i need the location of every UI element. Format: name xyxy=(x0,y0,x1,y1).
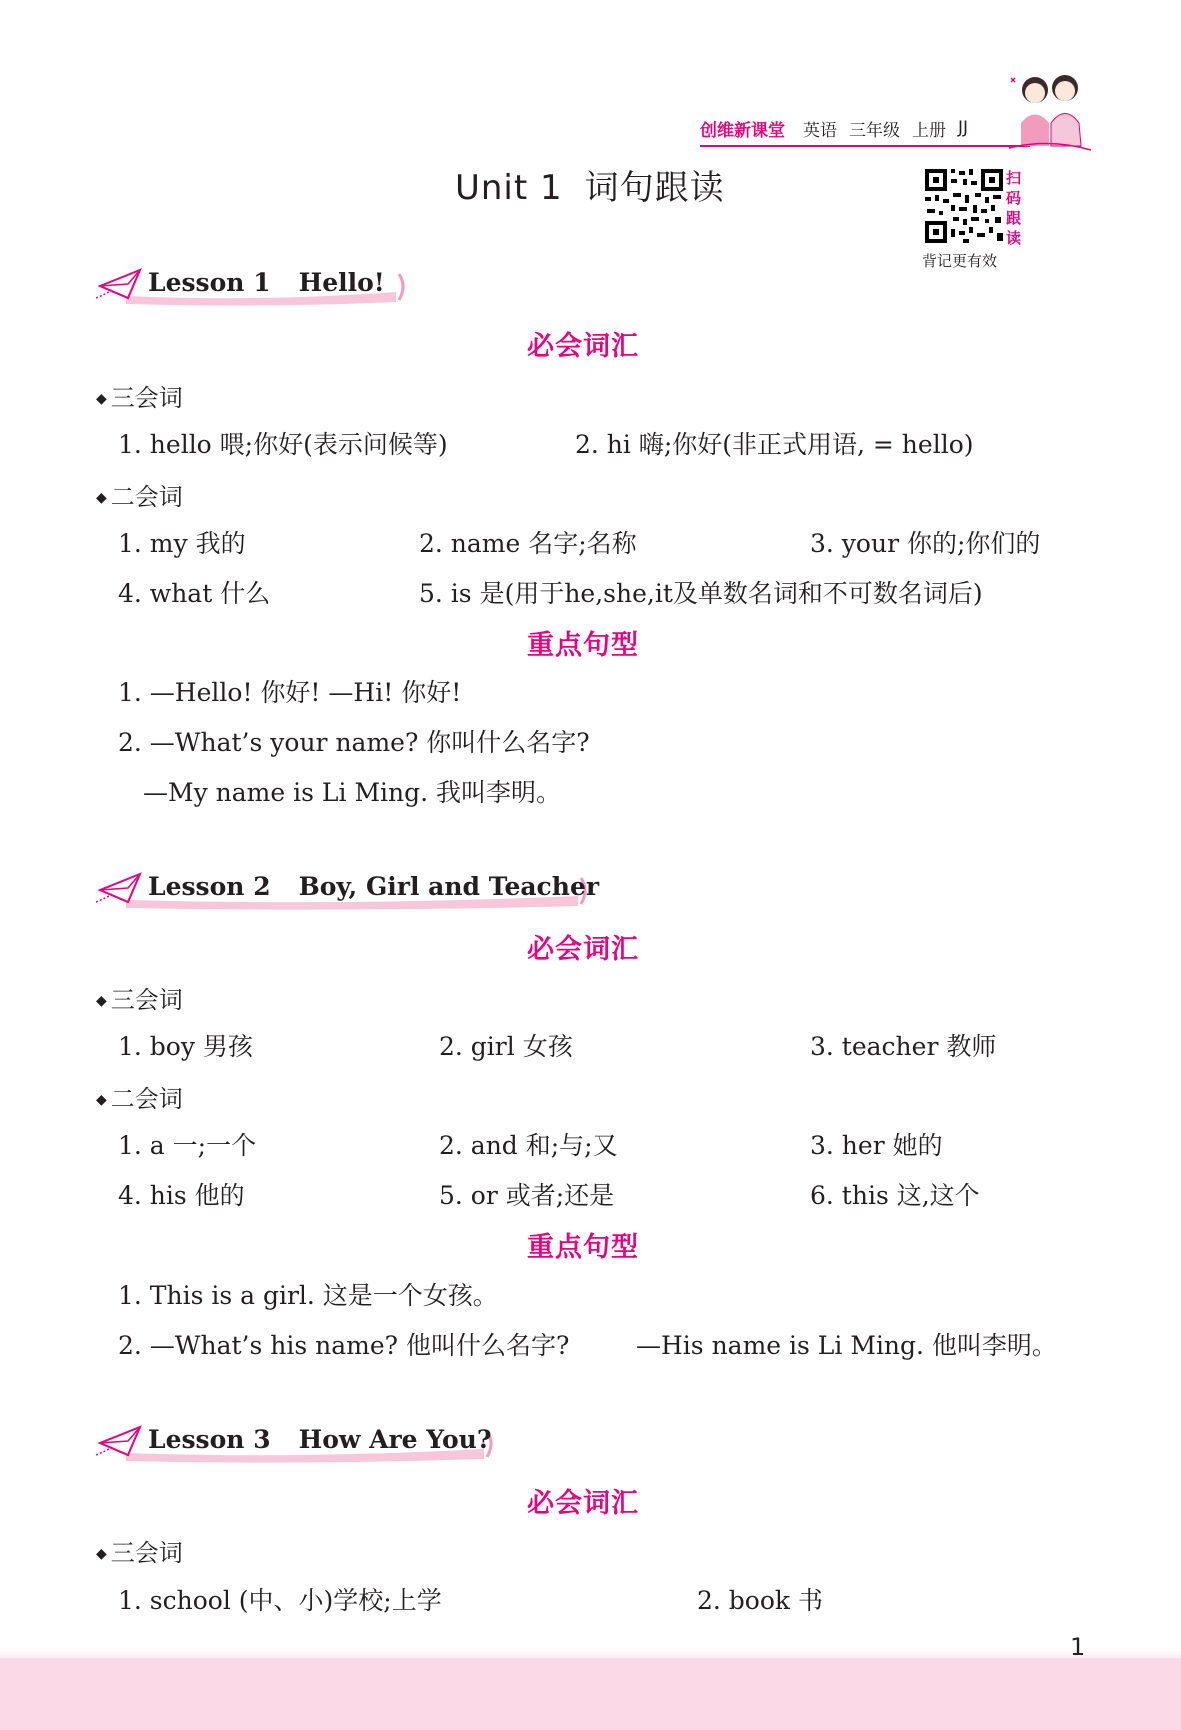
diamond-bullet-icon: ◆ xyxy=(96,490,107,506)
vocab-item: 2. girl 女孩 xyxy=(439,1032,573,1061)
lesson-title: How Are You? xyxy=(298,1425,492,1454)
qr-side-char: 扫 xyxy=(1006,169,1022,187)
sentence-item: 1. This is a girl. 这是一个女孩。 xyxy=(118,1281,498,1310)
diamond-bullet-icon: ◆ xyxy=(96,391,107,407)
vocab-item: 2. and 和;与;又 xyxy=(439,1131,618,1160)
lesson-banner xyxy=(96,866,600,912)
diamond-bullet-icon: ◆ xyxy=(96,993,107,1009)
sentence-item: 2. —What’s his name? 他叫什么名字? xyxy=(118,1331,570,1360)
lesson-title: Boy, Girl and Teacher xyxy=(298,872,600,901)
qr-caption: 背记更有效 xyxy=(922,252,998,270)
lesson-heading xyxy=(148,268,385,297)
er-hui-title: ◆ 二会词 xyxy=(96,1085,183,1113)
header-underline xyxy=(700,145,1030,147)
diamond-bullet-icon: ◆ xyxy=(96,1546,107,1562)
vocab-item: 3. her 她的 xyxy=(810,1131,943,1160)
sentence-item: 2. —What’s your name? 你叫什么名字? xyxy=(118,728,590,757)
san-hui-title: ◆ 三会词 xyxy=(96,986,183,1014)
er-hui-title: ◆ 二会词 xyxy=(96,483,183,511)
vocab-item: 3. your 你的;你们的 xyxy=(810,529,1041,558)
volume-label: 上册 xyxy=(912,120,946,141)
kids-illustration-icon xyxy=(1005,68,1093,154)
vocab-item: 4. his 他的 xyxy=(118,1181,245,1210)
sentence-section-title: 重点句型 xyxy=(527,630,639,661)
lesson-label: Lesson 2 xyxy=(148,872,271,901)
vocab-item: 1. school (中、小)学校;上学 xyxy=(118,1586,442,1615)
lesson-label: Lesson 1 xyxy=(148,268,271,297)
unit-heading: 词句跟读 xyxy=(584,168,725,208)
book-header xyxy=(700,112,980,144)
sentence-item: 1. —Hello! 你好! —Hi! 你好! xyxy=(118,678,462,707)
sentence-section-title: 重点句型 xyxy=(527,1232,639,1263)
vocab-item: 6. this 这,这个 xyxy=(810,1181,980,1210)
page-number: 1 xyxy=(1070,1633,1086,1661)
diamond-bullet-icon: ◆ xyxy=(96,1092,107,1108)
subject-label: 英语 xyxy=(803,120,837,141)
vocab-item: 2. book 书 xyxy=(697,1586,824,1615)
lesson-heading xyxy=(148,1425,491,1454)
qr-side-text xyxy=(1006,168,1026,248)
lesson-title: Hello! xyxy=(298,268,385,297)
vocab-section-title: 必会词汇 xyxy=(527,331,639,362)
qr-side-char: 读 xyxy=(1006,229,1022,247)
sentence-item: —My name is Li Ming. 我叫李明。 xyxy=(143,778,562,807)
san-hui-title: ◆ 三会词 xyxy=(96,1539,183,1567)
vocab-item: 2. name 名字;名称 xyxy=(419,529,637,558)
edition-label: JJ xyxy=(958,118,969,138)
vocab-item: 5. is 是(用于he,she,it及单数名词和不可数名词后) xyxy=(419,579,983,608)
san-hui-title: ◆ 三会词 xyxy=(96,384,183,412)
vocab-item: 1. a 一;一个 xyxy=(118,1131,257,1160)
vocab-item: 4. what 什么 xyxy=(118,579,271,608)
vocab-item: 1. boy 男孩 xyxy=(118,1032,253,1061)
unit-label: Unit 1 xyxy=(455,168,563,208)
vocab-section-title: 必会词汇 xyxy=(527,934,639,965)
unit-title xyxy=(455,160,725,209)
vocab-item: 5. or 或者;还是 xyxy=(439,1181,615,1210)
qr-code-icon[interactable] xyxy=(923,167,1005,245)
vocab-item: 3. teacher 教师 xyxy=(810,1032,997,1061)
vocab-section-title: 必会词汇 xyxy=(527,1488,639,1519)
sentence-item: —His name is Li Ming. 他叫李明。 xyxy=(636,1331,1057,1360)
lesson-heading xyxy=(148,872,599,901)
qr-side-char: 码 xyxy=(1006,189,1022,207)
lesson-label: Lesson 3 xyxy=(148,1425,271,1454)
lesson-banner xyxy=(96,1419,496,1465)
grade-label: 三年级 xyxy=(849,120,900,141)
lesson-banner xyxy=(96,262,416,308)
vocab-item: 2. hi 嗨;你好(非正式用语, = hello) xyxy=(575,430,974,459)
footer-band xyxy=(0,1658,1181,1730)
qr-side-char: 跟 xyxy=(1006,209,1022,227)
vocab-item: 1. hello 喂;你好(表示问候等) xyxy=(118,430,448,459)
brand-name: 创维新课堂 xyxy=(700,120,785,141)
vocab-item: 1. my 我的 xyxy=(118,529,246,558)
